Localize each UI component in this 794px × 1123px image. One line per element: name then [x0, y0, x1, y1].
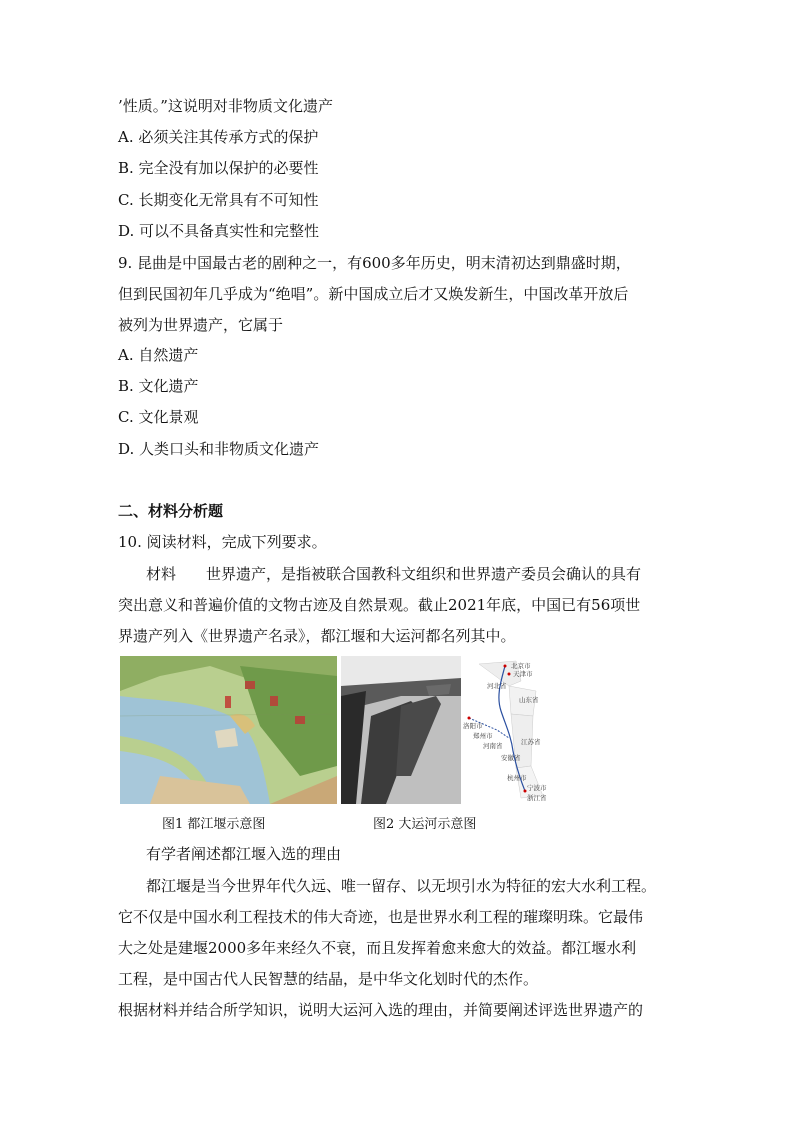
q10-question-line: 根据材料并结合所学知识，说明大运河入选的理由，并简要阐述评选世界遗产的	[118, 1001, 644, 1019]
scholar-text-line-1: 都江堰是当今世界年代久远、唯一留存、以无坝引水为特征的宏大水利工程。	[146, 877, 657, 895]
map-label-ningbo: 宁波市	[527, 784, 547, 792]
figure-1-caption: 图1 都江堰示意图	[162, 817, 266, 832]
map-label-jiangsu: 江苏省	[521, 738, 541, 746]
grand-canal-photo	[341, 656, 461, 804]
q8-stem-tail: ’性质。”这说明对非物质文化遗产	[118, 97, 333, 115]
scholar-intro: 有学者阐述都江堰入选的理由	[146, 845, 342, 863]
grand-canal-route-map	[461, 656, 556, 804]
map-label-anhui: 安徽省	[501, 754, 521, 762]
map-label-tianjin: 天津市	[513, 670, 533, 678]
scholar-text-line-4: 工程，是中国古代人民智慧的结晶，是中华文化划时代的杰作。	[118, 970, 539, 988]
q10-stem: 10. 阅读材料，完成下列要求。	[118, 533, 327, 551]
material-line-3: 界遗产列入《世界遗产名录》，都江堰和大运河都名列其中。	[118, 627, 516, 645]
map-label-shandong: 山东省	[519, 696, 539, 704]
q8-option-d: D. 可以不具备真实性和完整性	[118, 222, 320, 240]
q8-option-a: A. 必须关注其传承方式的保护	[118, 128, 319, 146]
material-line-1: 材料 世界遗产，是指被联合国教科文组织和世界遗产委员会确认的具有	[146, 565, 642, 583]
scholar-text-line-3: 大之处是建堰2000多年来经久不衰，而且发挥着愈来愈大的效益。都江堰水利	[118, 939, 637, 957]
map-label-henan: 河南省	[483, 742, 503, 750]
scholar-text-line-2: 它不仅是中国水利工程技术的伟大奇迹，也是世界水利工程的璀璨明珠。它最伟	[118, 908, 644, 926]
map-label-hangzhou: 杭州市	[507, 774, 527, 782]
q9-option-c: C. 文化景观	[118, 408, 199, 426]
q9-stem-line-2: 但到民国初年几乎成为“绝唱”。新中国成立后才又焕发新生，中国改革开放后	[118, 285, 629, 303]
material-line-2: 突出意义和普遍价值的文物古迹及自然景观。截止2021年底，中国已有56项世	[118, 596, 641, 614]
section-heading: 二、材料分析题	[118, 502, 224, 520]
figures	[120, 656, 550, 806]
map-label-zhejiang: 浙江省	[527, 794, 547, 802]
q9-stem-line-3: 被列为世界遗产，它属于	[118, 316, 284, 334]
map-label-luoyang: 洛阳市	[463, 722, 483, 730]
q8-option-c: C. 长期变化无常具有不可知性	[118, 191, 319, 209]
dujiangyan-map-image	[120, 656, 337, 804]
q8-option-b: B. 完全没有加以保护的必要性	[118, 159, 319, 177]
q9-option-a: A. 自然遗产	[118, 346, 199, 364]
figure-2-caption: 图2 大运河示意图	[373, 817, 477, 832]
q9-option-d: D. 人类口头和非物质文化遗产	[118, 440, 320, 458]
map-label-hebei: 河北省	[487, 682, 507, 690]
map-label-beijing: 北京市	[511, 662, 531, 670]
map-label-zhengzhou: 郑州市	[473, 732, 493, 740]
q9-option-b: B. 文化遗产	[118, 377, 199, 395]
q9-stem-line-1: 9. 昆曲是中国最古老的剧种之一，有600多年历史，明末清初达到鼎盛时期，	[118, 254, 631, 272]
